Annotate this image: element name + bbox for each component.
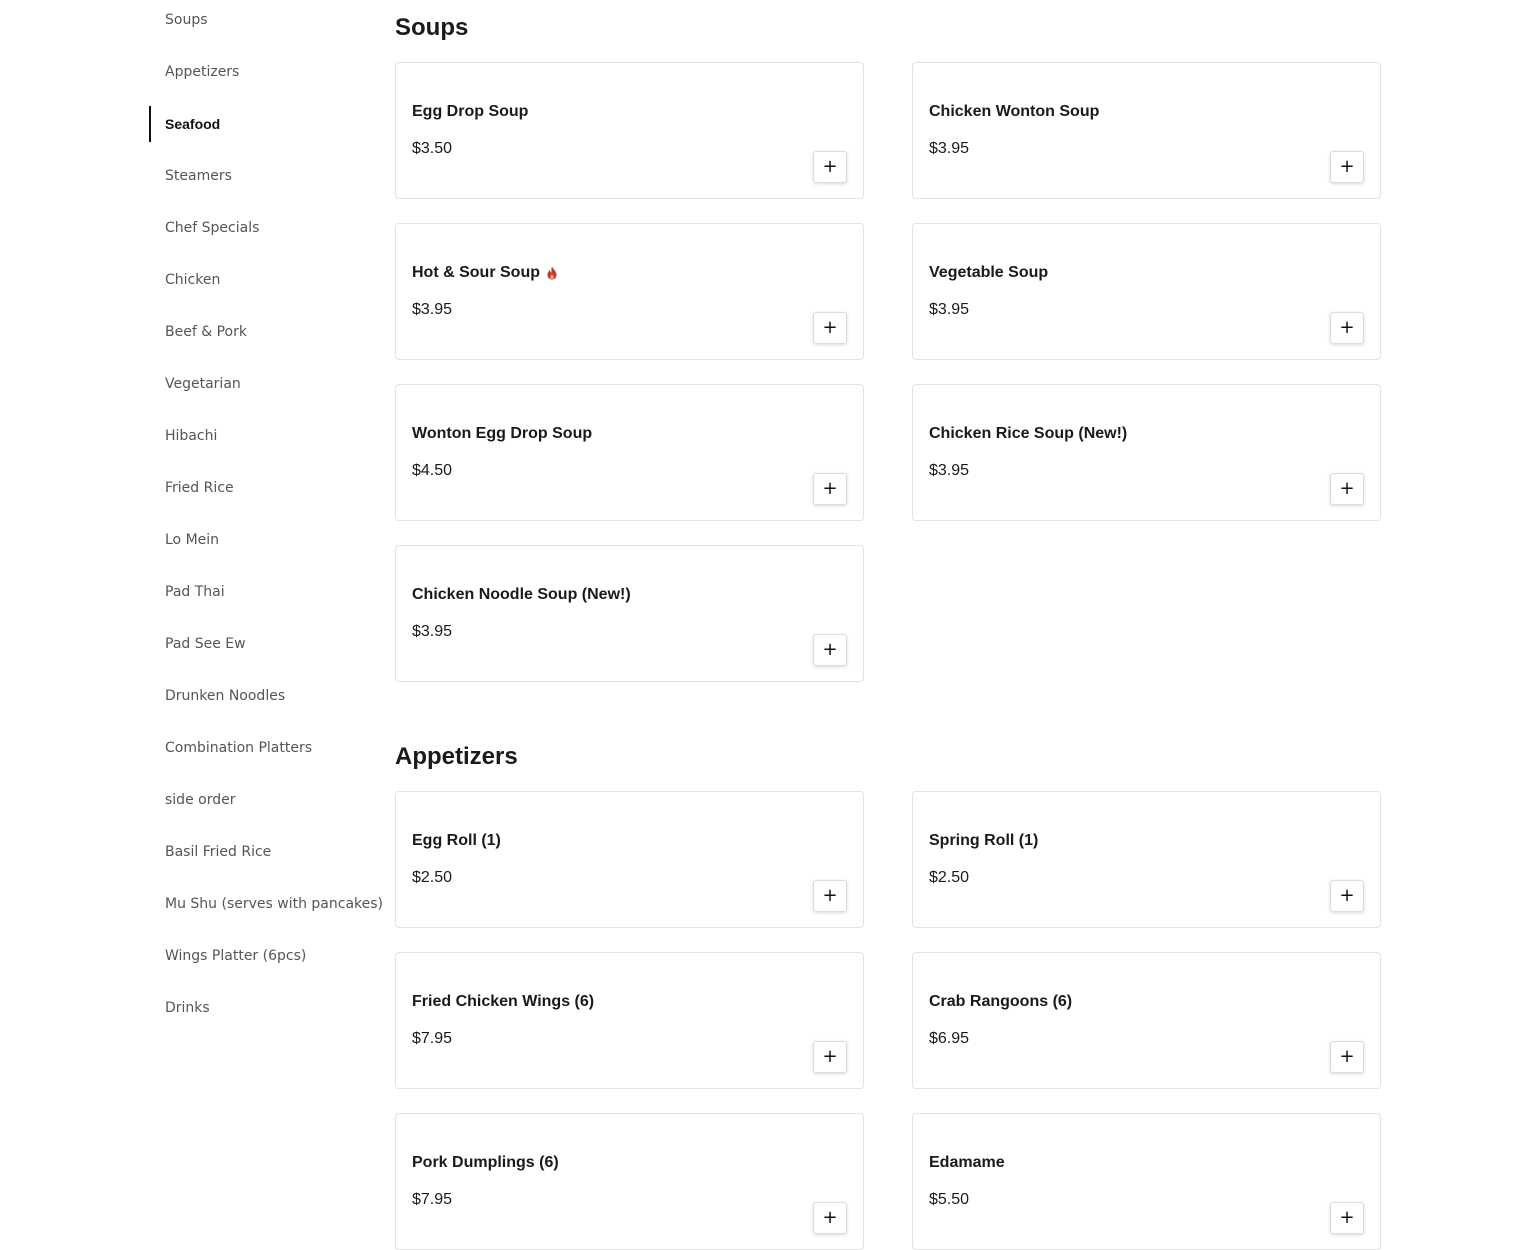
item-name: Egg Drop Soup [412, 103, 529, 120]
item-name: Vegetable Soup [929, 264, 1049, 281]
item-name: Spring Roll (1) [929, 832, 1039, 849]
menu-item-card[interactable] [912, 1113, 1381, 1250]
sidebar-item-side-order[interactable]: side order [165, 792, 236, 808]
sidebar-item-steamers[interactable]: Steamers [165, 168, 232, 184]
item-price: $3.50 [412, 140, 453, 157]
item-name: Wonton Egg Drop Soup [412, 425, 593, 442]
sidebar-item-drunken-noodles[interactable]: Drunken Noodles [165, 688, 286, 704]
item-price: $3.95 [929, 462, 970, 479]
item-price: $2.50 [929, 869, 970, 886]
item-price: $3.95 [929, 140, 970, 157]
sidebar-item-chicken[interactable]: Chicken [165, 272, 221, 288]
sidebar-item-fried-rice[interactable]: Fried Rice [165, 480, 234, 496]
item-price: $3.95 [412, 301, 453, 318]
add-item-button[interactable]: + [1330, 312, 1364, 344]
add-item-button[interactable]: + [813, 1041, 847, 1073]
item-name-row [412, 264, 558, 282]
add-item-button[interactable]: + [813, 1202, 847, 1234]
item-name: Fried Chicken Wings (6) [412, 993, 595, 1010]
item-price: $6.95 [929, 1030, 970, 1047]
item-name: Hot & Sour Soup [412, 264, 540, 281]
item-price: $7.95 [412, 1030, 453, 1047]
sidebar-item-appetizers[interactable]: Appetizers [165, 64, 240, 80]
sidebar-item-basil-fried-rice[interactable]: Basil Fried Rice [165, 844, 272, 860]
menu-item-card[interactable] [395, 952, 864, 1089]
sidebar-item-seafood[interactable]: Seafood [149, 106, 347, 142]
menu-item-card[interactable] [395, 62, 864, 199]
sidebar-item-wings-platter[interactable]: Wings Platter (6pcs) [165, 948, 307, 964]
add-item-button[interactable]: + [813, 312, 847, 344]
add-item-button[interactable]: + [1330, 473, 1364, 505]
menu-item-card[interactable] [395, 545, 864, 682]
add-item-button[interactable]: + [1330, 1202, 1364, 1234]
add-item-button[interactable]: + [1330, 1041, 1364, 1073]
add-item-button[interactable]: + [813, 473, 847, 505]
item-price: $3.95 [929, 301, 970, 318]
item-price: $3.95 [412, 623, 453, 640]
menu-item-card[interactable] [912, 223, 1381, 360]
sidebar-item-pad-thai[interactable]: Pad Thai [165, 584, 225, 600]
item-name: Chicken Noodle Soup (New!) [412, 586, 631, 603]
sidebar-item-lo-mein[interactable]: Lo Mein [165, 532, 220, 548]
item-price: $2.50 [412, 869, 453, 886]
sidebar-item-beef-pork[interactable]: Beef & Pork [165, 324, 247, 340]
sidebar-item-pad-see-ew[interactable]: Pad See Ew [165, 636, 246, 652]
sidebar-item-hibachi[interactable]: Hibachi [165, 428, 218, 444]
add-item-button[interactable]: + [813, 151, 847, 183]
menu-item-card[interactable] [912, 791, 1381, 928]
sidebar-item-drinks[interactable]: Drinks [165, 1000, 210, 1016]
sidebar-item-vegetarian[interactable]: Vegetarian [165, 376, 241, 392]
item-price: $7.95 [412, 1191, 453, 1208]
spicy-flame-icon [546, 266, 558, 280]
item-name: Chicken Rice Soup (New!) [929, 425, 1128, 442]
item-name: Egg Roll (1) [412, 832, 501, 849]
sidebar-item-chef-specials[interactable]: Chef Specials [165, 220, 260, 236]
menu-item-card[interactable] [395, 1113, 864, 1250]
sidebar-item-soups[interactable]: Soups [165, 12, 208, 28]
item-price: $4.50 [412, 462, 453, 479]
item-name: Edamame [929, 1154, 1005, 1171]
menu-item-card[interactable] [395, 223, 864, 360]
menu-item-card[interactable] [912, 952, 1381, 1089]
sidebar-item-combination-platters[interactable]: Combination Platters [165, 740, 313, 756]
item-name: Chicken Wonton Soup [929, 103, 1100, 120]
item-name: Crab Rangoons (6) [929, 993, 1073, 1010]
sidebar-item-mu-shu[interactable]: Mu Shu (serves with pancakes) [165, 896, 383, 912]
menu-item-card[interactable] [395, 384, 864, 521]
menu-item-card[interactable] [912, 62, 1381, 199]
add-item-button[interactable]: + [1330, 151, 1364, 183]
section-title-soups: Soups [395, 14, 469, 41]
item-name: Pork Dumplings (6) [412, 1154, 559, 1171]
item-price: $5.50 [929, 1191, 970, 1208]
add-item-button[interactable]: + [813, 634, 847, 666]
add-item-button[interactable]: + [1330, 880, 1364, 912]
section-title-appetizers: Appetizers [395, 743, 518, 770]
menu-item-card[interactable] [912, 384, 1381, 521]
menu-item-card[interactable] [395, 791, 864, 928]
add-item-button[interactable]: + [813, 880, 847, 912]
